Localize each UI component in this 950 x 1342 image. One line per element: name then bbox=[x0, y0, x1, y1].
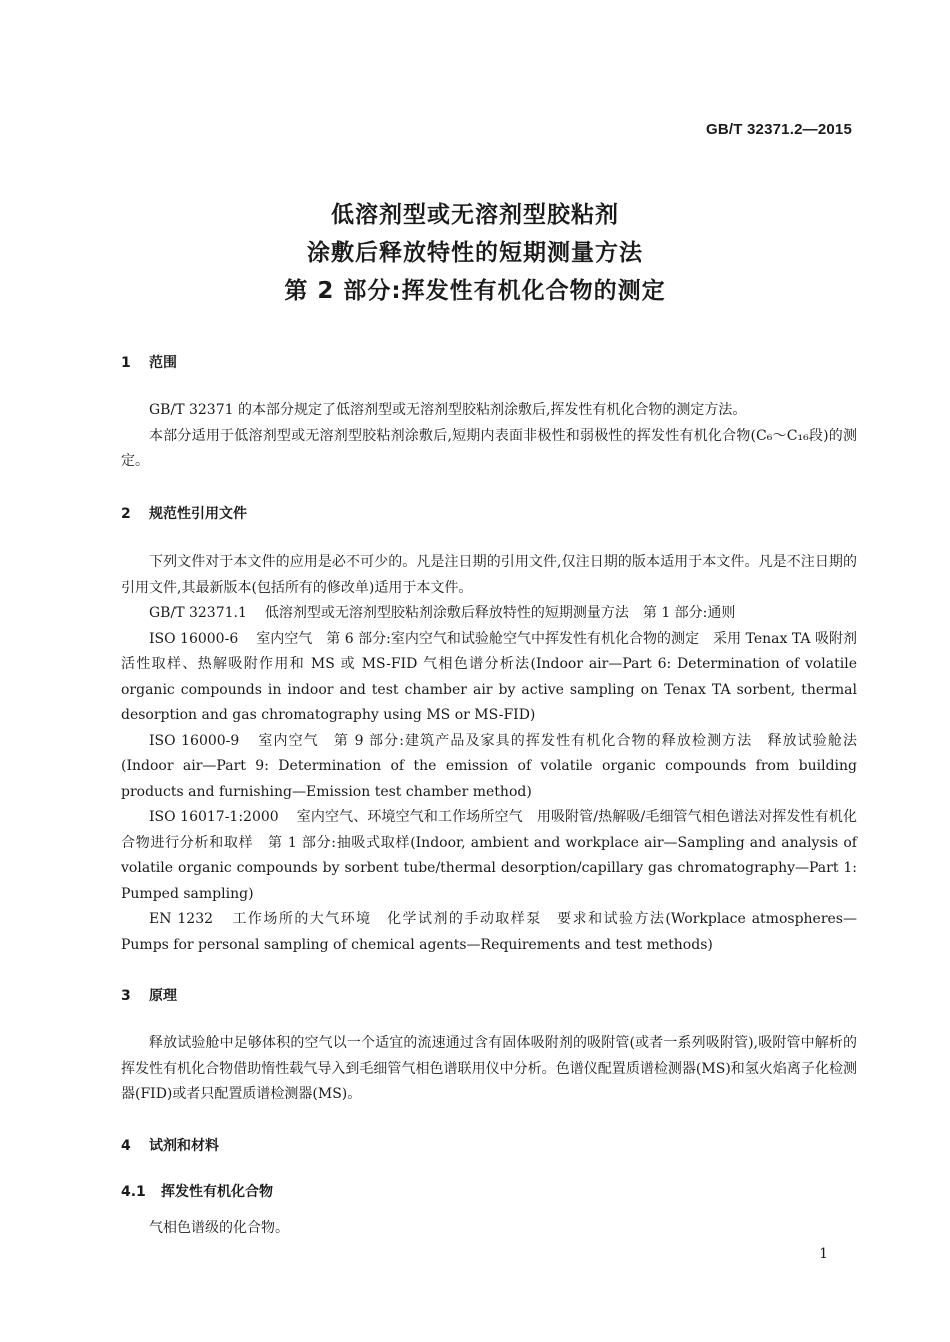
section-1-body bbox=[121, 398, 857, 475]
section-1-number: 1 bbox=[121, 355, 131, 371]
reference-code: ISO 16017-1:2000 bbox=[149, 809, 279, 825]
standard-code: GB/T 32371.2—2015 bbox=[706, 121, 852, 138]
section-2-title: 规范性引用文件 bbox=[149, 506, 247, 522]
section-2-number: 2 bbox=[121, 506, 131, 522]
reference-text: 工作场所的大气环境 化学试剂的手动取样泵 要求和试验方法(Workplace atmospheres—Pumps for personal sampling of chemical agents—Requirements and test methods) bbox=[121, 911, 857, 953]
reference-item bbox=[121, 805, 857, 907]
section-1-title: 范围 bbox=[149, 355, 177, 371]
reference-text: 室内空气、环境空气和工作场所空气 用吸附管/热解吸/毛细管气相色谱法对挥发性有机化合物进行分析和取样 第 1 部分:抽吸式取样(Indoor, ambient and workplace air—Sampling and analysis of volatile organic compounds by sorbent tube/thermal desorption/capillary gas chromatography—Part 1: Pumped sampling) bbox=[121, 809, 857, 902]
section-4-1-title: 挥发性有机化合物 bbox=[161, 1184, 273, 1200]
reference-item bbox=[121, 601, 857, 627]
reference-item bbox=[121, 907, 857, 958]
section-3-number: 3 bbox=[121, 988, 131, 1004]
section-4-1-heading bbox=[121, 1181, 273, 1201]
section-3-body bbox=[121, 1031, 857, 1108]
reagent-paragraph: 气相色谱级的化合物。 bbox=[149, 1220, 289, 1236]
reference-code: ISO 16000-9 bbox=[149, 732, 240, 749]
reference-code: GB/T 32371.1 bbox=[149, 605, 247, 621]
section-4-title: 试剂和材料 bbox=[149, 1138, 219, 1154]
title-line-1: 低溶剂型或无溶剂型胶粘剂 bbox=[331, 202, 619, 228]
section-2-body bbox=[121, 550, 857, 958]
section-4-1-number: 4.1 bbox=[121, 1184, 146, 1200]
scope-paragraph-2: 本部分适用于低溶剂型或无溶剂型胶粘剂涂敷后,短期内表面非极性和弱极性的挥发性有机化合物(C₆～C₁₆段)的测定。 bbox=[121, 427, 857, 469]
reference-item bbox=[121, 627, 857, 729]
reference-code: EN 1232 bbox=[149, 911, 214, 927]
reference-item bbox=[121, 729, 857, 806]
scope-paragraph-1: GB/T 32371 的本部分规定了低溶剂型或无溶剂型胶粘剂涂敷后,挥发性有机化合物的测定方法。 bbox=[149, 402, 747, 418]
document-title bbox=[0, 196, 950, 310]
section-2-heading bbox=[121, 503, 247, 523]
section-3-heading bbox=[121, 985, 177, 1005]
principle-paragraph: 释放试验舱中足够体积的空气以一个适宜的流速通过含有固体吸附剂的吸附管(或者一系列吸附管),吸附管中解析的挥发性有机化合物借助惰性载气导入到毛细管气相色谱联用仪中分析。色谱仪配置质谱检测器(MS)和氢火焰离子化检测器(FID)或者只配置质谱检测器(MS)。 bbox=[121, 1035, 857, 1102]
title-line-3: 第 2 部分:挥发性有机化合物的测定 bbox=[284, 278, 666, 304]
section-4-number: 4 bbox=[121, 1138, 131, 1154]
section-4-heading bbox=[121, 1135, 219, 1155]
reference-text: 低溶剂型或无溶剂型胶粘剂涂敷后释放特性的短期测量方法 第 1 部分:通则 bbox=[264, 605, 736, 621]
section-1-heading bbox=[121, 352, 177, 372]
title-line-2: 涂敷后释放特性的短期测量方法 bbox=[307, 240, 643, 266]
references-intro: 下列文件对于本文件的应用是必不可少的。凡是注日期的引用文件,仅注日期的版本适用于本文件。凡是不注日期的引用文件,其最新版本(包括所有的修改单)适用于本文件。 bbox=[121, 554, 857, 596]
reference-text: 室内空气 第 9 部分:建筑产品及家具的挥发性有机化合物的释放检测方法 释放试验舱法(Indoor air—Part 9: Determination of the emission of volatile organic compounds from building products and furnishing—Emission test chamber method) bbox=[121, 732, 857, 800]
page-number: 1 bbox=[819, 1246, 828, 1262]
reference-text: 室内空气 第 6 部分:室内空气和试验舱空气中挥发性有机化合物的测定 采用 Tenax TA 吸附剂活性取样、热解吸附作用和 MS 或 MS-FID 气相色谱分析法(Indoor air—Part 6: Determination of volatile organic compounds in indoor and test chamber air by active sampling on Tenax TA sorbent, thermal desorption and gas chromatography using MS or MS-FID) bbox=[121, 630, 857, 723]
reference-code: ISO 16000-6 bbox=[149, 630, 239, 647]
section-3-title: 原理 bbox=[149, 988, 177, 1004]
section-4-1-body bbox=[121, 1216, 857, 1242]
